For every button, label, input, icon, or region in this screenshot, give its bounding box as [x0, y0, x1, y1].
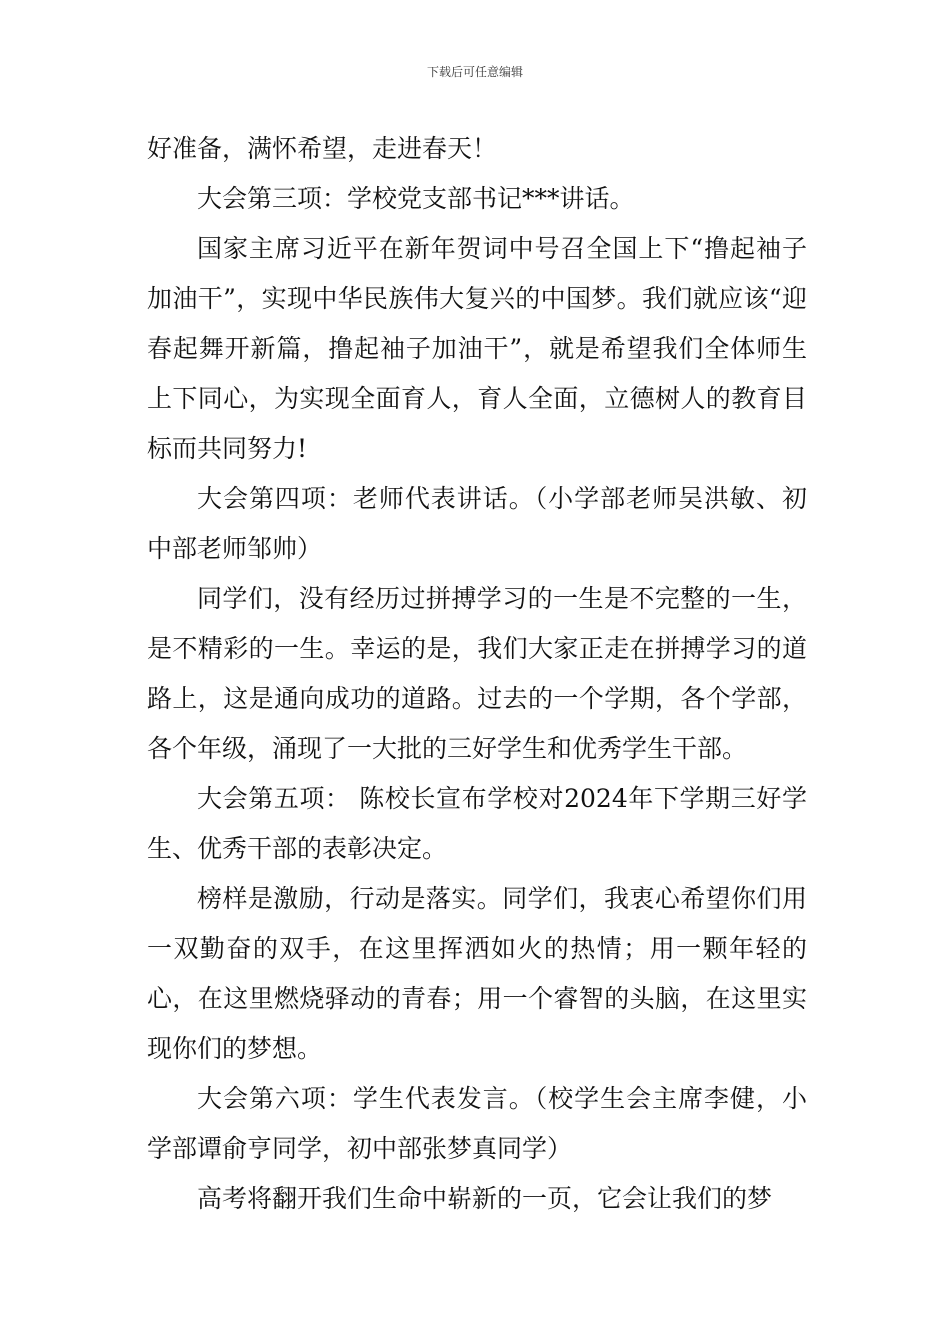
- document-body: [147, 124, 807, 1224]
- paragraph-2: 大会第三项：学校党支部书记***讲话。: [197, 184, 635, 213]
- paragraph-5: 同学们，没有经历过拼搏学习的一生是不完整的一生，是不精彩的一生。幸运的是，我们大家正走在拼搏学习的道路上，这是通向成功的道路。过去的一个学期，各个学部，各个年级，涌现了一大批的三好学生和优秀学生干部。: [147, 584, 807, 763]
- paragraph-3: 国家主席习近平在新年贺词中号召全国上下“撸起袖子加油干”，实现中华民族伟大复兴的中国梦。我们就应该“迎春起舞开新篇，撸起袖子加油干”，就是希望我们全体师生上下同心，为实现全面育人，育人全面，立德树人的教育目标而共同努力!: [147, 234, 807, 463]
- paragraph-9: 高考将翻开我们生命中崭新的一页，它会让我们的梦: [197, 1184, 773, 1213]
- page-header: 下载后可任意编辑: [426, 65, 523, 79]
- paragraph-6: 大会第五项： 陈校长宣布学校对2024年下学期三好学生、优秀干部的表彰决定。: [147, 784, 807, 863]
- paragraph-7: 榜样是激励，行动是落实。同学们，我衷心希望你们用一双勤奋的双手，在这里挥洒如火的热情；用一颗年轻的心，在这里燃烧驿动的青春；用一个睿智的头脑，在这里实现你们的梦想。: [147, 884, 807, 1063]
- paragraph-4: 大会第四项：老师代表讲话。（小学部老师吴洪敏、初中部老师邹帅）: [147, 484, 807, 563]
- paragraph-1: 好准备，满怀希望，走进春天！: [147, 134, 498, 163]
- paragraph-8: 大会第六项：学生代表发言。（校学生会主席李健，小学部谭俞亨同学，初中部张梦真同学）: [147, 1084, 807, 1163]
